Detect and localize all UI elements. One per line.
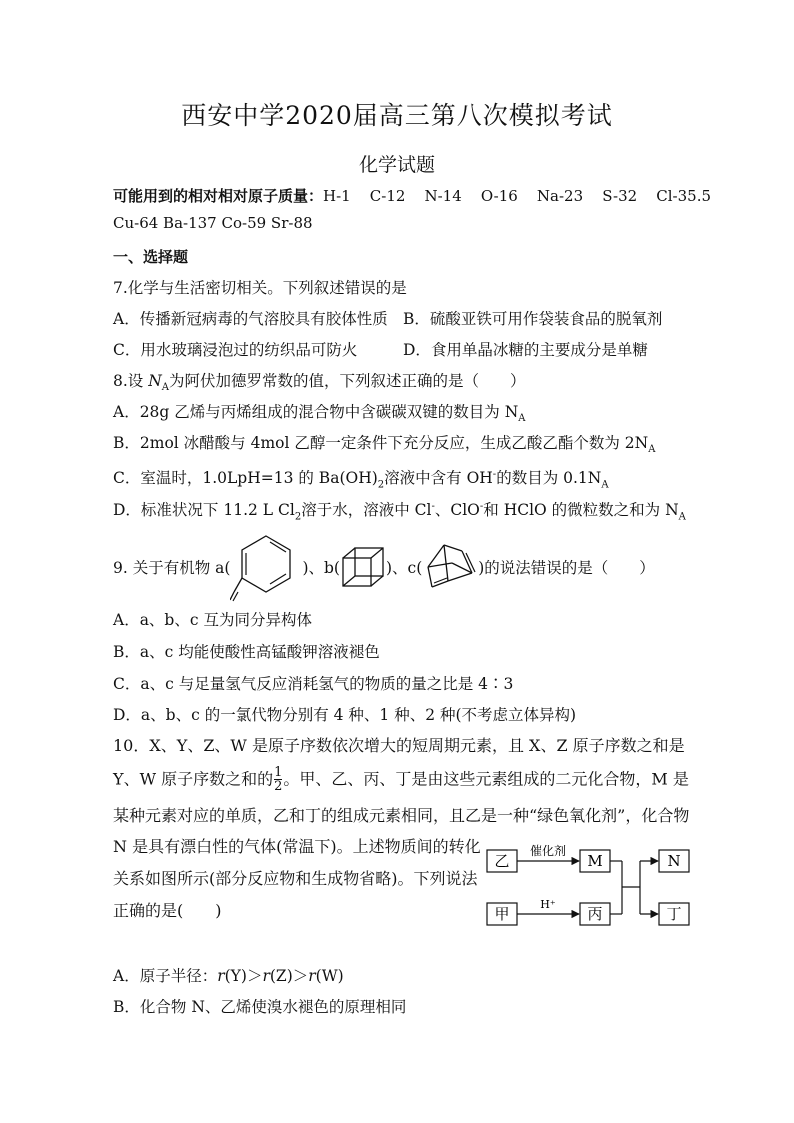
fraction-denominator: 2 xyxy=(274,779,283,794)
q7-option-c: C．用水玻璃浸泡过的纺织品可防火 xyxy=(113,341,358,359)
q8-option-a xyxy=(113,401,526,430)
q7-option-d: D．食用单晶冰糖的主要成分是单糖 xyxy=(403,341,648,359)
q10-option-b: B．化合物 N、乙烯使溴水褪色的原理相同 xyxy=(113,998,407,1016)
q8-b-text: B．2mol 冰醋酸与 4mol 乙醇一定条件下充分反应，生成乙酸乙酯个数为 2N xyxy=(113,434,649,452)
q10-line2-post: 。甲、乙、丙、丁是由这些元素组成的二元化合物，M 是 xyxy=(283,769,689,789)
q7-option-b: B．硫酸亚铁可用作袋装食品的脱氧剂 xyxy=(403,310,663,328)
q10-line-4: N 是具有漂白性的气体(常温下)。上述物质间的转化 xyxy=(113,837,481,856)
q8-a-sub: A xyxy=(518,413,526,425)
q8-d-sup1: - xyxy=(431,501,435,512)
q9-stem-end: )的说法错误的是（ ） xyxy=(478,559,655,577)
q8-na-symbol: N xyxy=(148,372,162,390)
label-m: M xyxy=(587,852,603,870)
q9-stem-b: )、b( xyxy=(302,559,340,577)
fraction-numerator: 1 xyxy=(274,765,283,780)
label-jia: 甲 xyxy=(494,905,510,923)
q8-a-text: A．28g 乙烯与丙烯组成的混合物中含碳碳双键的数目为 N xyxy=(113,403,519,421)
q8-c-post: 的数目为 0.1N xyxy=(496,469,602,488)
q8-d-suba: A xyxy=(678,511,686,523)
q9-option-b: B．a、c 均能使酸性高锰酸钾溶液褪色 xyxy=(113,643,380,661)
q10-a-pre: A．原子半径： xyxy=(113,967,218,985)
atomic-mass-line-1 xyxy=(113,186,711,206)
q8-c-pre: C．室温时，1.0LpH=13 的 Ba(OH) xyxy=(113,469,378,488)
q8-c-sup: - xyxy=(492,469,497,480)
r-symbol: r xyxy=(217,967,225,985)
q10-line-2 xyxy=(113,766,689,793)
q8-d-mid1: 溶于水，溶液中 Cl xyxy=(301,501,432,520)
r-symbol: r xyxy=(308,967,316,985)
q9-stem-a: 9. 关于有机物 a( xyxy=(113,559,231,577)
q8-stem-pre: 8.设 xyxy=(113,372,149,390)
q10-line-1: 10．X、Y、Z、W 是原子序数依次增大的短周期元素，且 X、Z 原子序数之和是 xyxy=(113,736,685,755)
label-catalyst: 催化剂 xyxy=(529,844,567,858)
atomic-mass-label: 可能用到的相对相对原子质量： xyxy=(113,187,324,205)
q8-c-suba: A xyxy=(601,479,609,491)
q9-stem-c: )、c( xyxy=(385,559,423,577)
q8-d-post: 和 HClO 的微粒数之和为 N xyxy=(483,501,679,520)
label-n: N xyxy=(667,852,681,870)
q8-stem-post: 为阿伏加德罗常数的值，下列叙述正确的是（ ） xyxy=(169,372,526,390)
q10-line-5: 关系如图所示(部分反应物和生成物省略)。下列说法 xyxy=(113,869,478,888)
q10-line-3: 某种元素对应的单质，乙和丁的组成元素相同，且乙是一种“绿色氧化剂”，化合物 xyxy=(113,806,690,825)
q8-na-sub: A xyxy=(161,382,170,394)
styrene-structure-icon xyxy=(230,532,302,602)
section-heading: 一、选择题 xyxy=(113,248,189,266)
q10-line2-pre: Y、W 原子序数之和的 xyxy=(113,769,274,789)
q8-d-pre: D．标准状况下 11.2 L Cl xyxy=(113,501,295,520)
label-h-plus: H⁺ xyxy=(540,898,556,911)
q8-c-sub2: 2 xyxy=(377,479,385,491)
q9-option-a: A．a、b、c 互为同分异构体 xyxy=(113,611,312,629)
q10-line-6: 正确的是( ) xyxy=(113,901,222,920)
q8-option-d xyxy=(113,496,686,528)
cubane-structure-icon xyxy=(340,545,386,589)
page-title: 西安中学2020届高三第八次模拟考试 xyxy=(181,101,613,130)
q8-option-c xyxy=(113,464,609,496)
q9-option-d: D．a、b、c 的一氯代物分别有 4 种、1 种、2 种(不考虑立体异构) xyxy=(113,706,577,724)
label-yi: 乙 xyxy=(494,852,510,870)
q9-option-c: C．a、c 与足量氢气反应消耗氢气的物质的量之比是 4∶3 xyxy=(113,675,514,693)
q7-option-a: A．传播新冠病毒的气溶胶具有胶体性质 xyxy=(113,310,388,328)
q10-a-z: (Z)＞ xyxy=(269,967,309,985)
atomic-mass-line-2: Cu-64 Ba-137 Co-59 Sr-88 xyxy=(113,214,313,232)
q8-d-mid2: 、ClO xyxy=(434,501,480,520)
page-subtitle: 化学试题 xyxy=(358,154,435,176)
bicyclic-triene-structure-icon xyxy=(422,541,478,593)
q10-option-a xyxy=(113,965,344,987)
r-symbol: r xyxy=(262,967,270,985)
q8-d-sup2: - xyxy=(479,501,484,512)
q8-b-sub: A xyxy=(648,444,656,456)
q7-stem: 7.化学与生活密切相关。下列叙述错误的是 xyxy=(113,279,407,297)
atomic-mass-values-1: H-1 C-12 N-14 O-16 Na-23 S-32 Cl-35.5 xyxy=(323,187,712,205)
q10-a-y: (Y)＞ xyxy=(224,967,263,985)
q8-d-sub2: 2 xyxy=(294,511,302,523)
fraction-one-half xyxy=(274,766,282,793)
label-bing: 丙 xyxy=(587,905,603,923)
q8-option-b xyxy=(113,432,655,461)
q9-stem xyxy=(113,532,655,602)
q8-stem xyxy=(113,370,526,399)
q8-c-mid: 溶液中含有 OH xyxy=(384,469,493,488)
q10-a-w: (W) xyxy=(315,967,344,985)
reaction-flow-diagram xyxy=(485,842,695,930)
label-ding: 丁 xyxy=(666,905,682,923)
